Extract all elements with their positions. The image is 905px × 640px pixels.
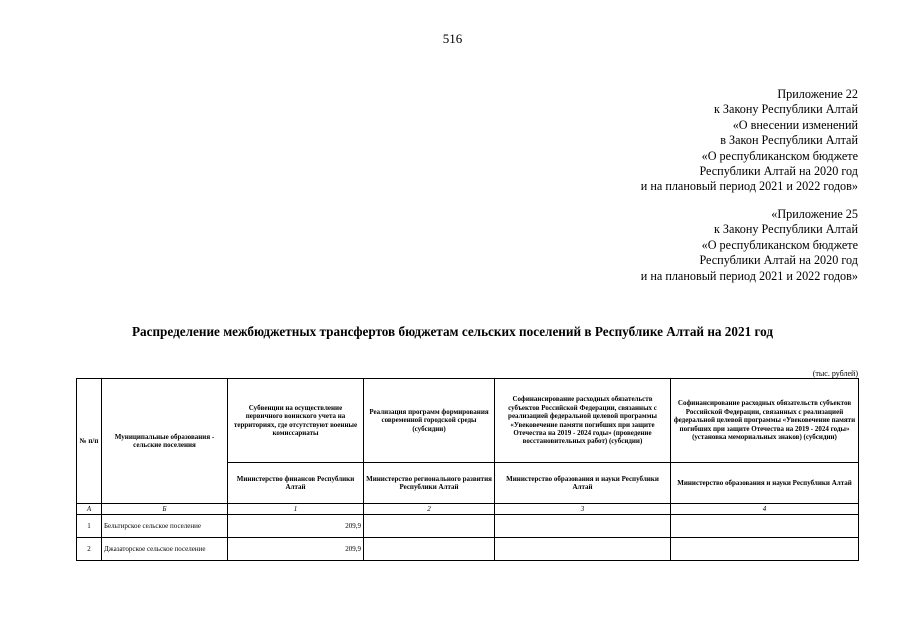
row-value-4 (671, 515, 859, 538)
table-index-row (77, 504, 859, 515)
page-number: 516 (442, 31, 463, 46)
header-col-4: Софинансирование расходных обязательств субъектов Российской Федерации, связанных с реализацией федеральной целевой программы «Увековечение памяти погибших при защите Отечества на 2019 - 2024 годы» (установка мемориальных знаков) (субсидии) (671, 379, 859, 463)
appendix-line: и на плановый период 2021 и 2022 годов» (640, 179, 858, 194)
table-header-row (77, 379, 859, 463)
index-b: Б (102, 504, 228, 515)
appendix-line: «Приложение 25 (771, 207, 858, 221)
appendix-line: «О внесении изменений (732, 117, 858, 132)
row-num: 1 (77, 515, 102, 538)
header-num: № п/п (77, 379, 102, 504)
row-value-1: 209,9 (228, 538, 364, 561)
row-value-4 (671, 538, 859, 561)
appendix-line: Республики Алтай на 2020 год (699, 164, 858, 179)
appendix-reference (641, 87, 858, 195)
org-col-1: Министерство финансов Республики Алтай (228, 463, 364, 504)
row-num: 2 (77, 538, 102, 561)
row-value-2 (364, 538, 495, 561)
header-col-1: Субвенции на осуществление первичного воинского учета на территориях, где отсутствуют военные комиссариаты (228, 379, 364, 463)
units-label: (тыс. рублей) (812, 369, 858, 378)
row-value-2 (364, 515, 495, 538)
row-municipality: Джазаторское сельское поселение (102, 538, 228, 561)
index-3: 3 (495, 504, 671, 515)
appendix-line: Республики Алтай на 2020 год (699, 253, 858, 268)
appendix-line: и на плановый период 2021 и 2022 годов» (640, 268, 858, 283)
appendix-line: Приложение 22 (777, 87, 858, 101)
appendix-reference-original (641, 207, 858, 284)
table-row (77, 515, 859, 538)
header-col-3: Софинансирование расходных обязательств субъектов Российской Федерации, связанных с реализацией федеральной целевой программы «Увековечение памяти погибших при защите Отечества на 2019 - 2024 годы» (проведение восстановительных работ) (субсидии) (495, 379, 671, 463)
appendix-line: в Закон Республики Алтай (720, 133, 858, 148)
index-2: 2 (364, 504, 495, 515)
transfers-table (76, 378, 859, 561)
index-1: 1 (228, 504, 364, 515)
appendix-line: к Закону Республики Алтай (713, 102, 858, 117)
document-title: Распределение межбюджетных трансфертов бюджетам сельских поселений в Республике Алтай на 2021 год (131, 324, 774, 339)
header-municipality: Муниципальные образования - сельские поселения (102, 379, 228, 504)
row-value-1: 209,9 (228, 515, 364, 538)
org-col-4: Министерство образования и науки Республики Алтай (671, 463, 859, 504)
org-col-3: Министерство образования и науки Республики Алтай (495, 463, 671, 504)
table-row (77, 538, 859, 561)
org-col-2: Министерство регионального развития Республики Алтай (364, 463, 495, 504)
row-value-3 (495, 515, 671, 538)
appendix-line: к Закону Республики Алтай (713, 222, 858, 237)
header-col-2: Реализация программ формирования современной городской среды (субсидии) (364, 379, 495, 463)
row-value-3 (495, 538, 671, 561)
row-municipality: Бельтирское сельское поселение (102, 515, 228, 538)
index-4: 4 (671, 504, 859, 515)
appendix-line: «О республиканском бюджете (701, 237, 858, 252)
index-a: А (77, 504, 102, 515)
appendix-line: «О республиканском бюджете (701, 148, 858, 163)
